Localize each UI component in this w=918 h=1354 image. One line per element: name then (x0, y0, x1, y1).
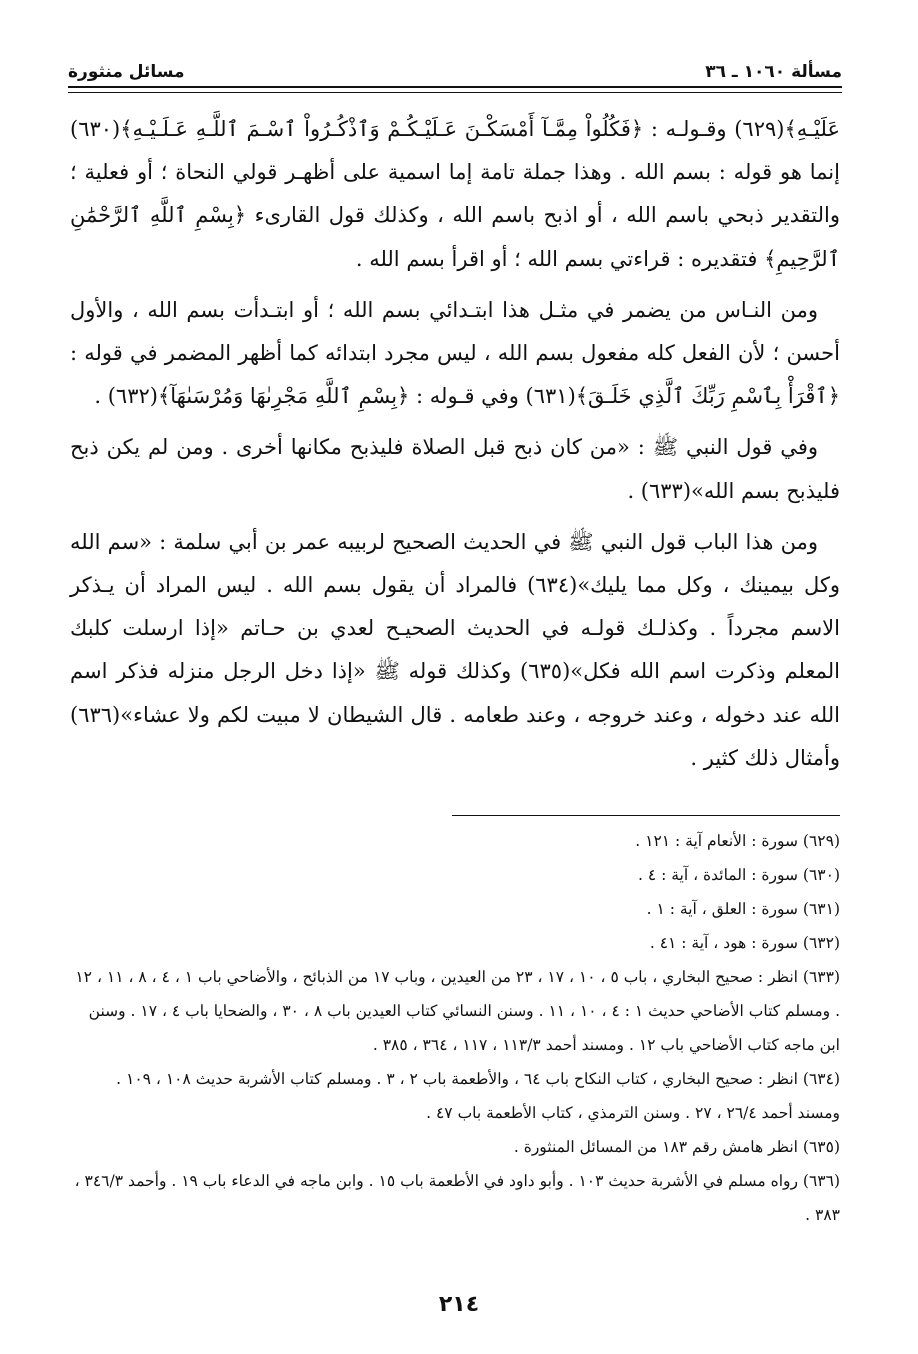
paragraph: ومن هذا الباب قول النبي ﷺ في الحديث الصحيح لربيبه عمر بن أبي سلمة : «سم الله وكل بيمينك ، وكل مما يليك»(٦٣٤) فالمراد أن يقول بسم الله . ليس المراد أن يـذكر الاسم مجرداً . وكذلـك قولـه في الحديث الصحيـح لعدي بن حـاتم «إذا ارسلت كلبك المعلم وذكرت اسم الله فكل»(٦٣٥) وكذلك قوله ﷺ «إذا دخل الرجل منزله فذكر اسم الله عند دخوله ، وعند خروجه ، وعند طعامه . قال الشيطان لا مبيت لكم ولا عشاء»(٦٣٦) وأمثال ذلك كثير . (70, 529, 840, 770)
footnote: (٦٣٢) سورة : هود ، آية : ٤١ . (649, 934, 840, 952)
footnote: (٦٣١) سورة : العلق ، آية : ١ . (646, 900, 840, 918)
footnote: (٦٣٣) انظر : صحيح البخاري ، باب ٥ ، ١٠ ، ١٧ ، ٢٣ من العيدين ، وباب ١٧ من الذبائح ، والأضاحي باب ١ ، ٤ ، ٨ ، ١١ ، ١٢ . ومسلم كتاب الأضاحي حديث ١ : ٤ ، ١٠ ، ١١ . وسنن النسائي كتاب العيدين باب ٨ ، ٣٠ ، والضحايا باب ٤ ، ١٧ . وسنن ابن ماجه كتاب الأضاحي باب ١٢ . ومسند أحمد ١١٣/٣ ، ١١٧ ، ٣٦٤ ، ٣٨٥ . (75, 968, 840, 1054)
header-rule (68, 86, 842, 93)
paragraph: ومن النـاس من يضمر في مثـل هذا ابتـدائي بسم الله ؛ أو ابتـدأت بسم الله ، والأول أحسن ؛ لأن الفعل كله مفعول بسم الله ، ليس مجرد ابتدائه كما أظهر المضمر في قوله : ﴿ٱقْرَأْ بِٱسْمِ رَبِّكَ ٱلَّذِي خَلَـقَ﴾(٦٣١) وفي قـوله : ﴿بِسْمِ ٱللَّهِ مَجْرِىٰهَا وَمُرْسَىٰهَآ﴾(٦٣٢) . (70, 297, 840, 409)
footnotes (70, 824, 840, 1232)
running-header (68, 52, 842, 82)
footnote: (٦٣٤) انظر : صحيح البخاري ، كتاب النكاح باب ٦٤ ، والأطعمة باب ٢ ، ٣ . ومسلم كتاب الأشربة حديث ١٠٨ ، ١٠٩ . ومسند أحمد ٢٦/٤ ، ٢٧ . وسنن الترمذي ، كتاب الأطعمة باب ٤٧ . (116, 1070, 840, 1122)
header-book-title: مسائل منثورة (68, 62, 185, 82)
footnote: (٦٣٦) رواه مسلم في الأشربة حديث ١٠٣ . وأبو داود في الأطعمة باب ١٥ . وابن ماجه في الدعاء باب ١٩ . وأحمد ٣٤٦/٣ ، ٣٨٣ . (74, 1172, 840, 1224)
footnote: (٦٣٥) انظر هامش رقم ١٨٣ من المسائل المنثورة . (513, 1138, 840, 1156)
header-issue-title: مسألة ١٠٦٠ ـ ٣٦ (705, 62, 842, 82)
paragraph: وفي قول النبي ﷺ : «من كان ذبح قبل الصلاة فليذبح مكانها أخرى . ومن لم يكن ذبح فليذبح بسم الله»(٦٣٣) . (70, 435, 840, 503)
main-text (70, 108, 840, 788)
footnote: (٦٣٠) سورة : المائدة ، آية : ٤ . (637, 866, 840, 884)
footnote: (٦٢٩) سورة : الأنعام آية : ١٢١ . (635, 832, 840, 850)
footnote-separator (452, 815, 840, 816)
page-number: ٢١٤ (438, 1292, 480, 1317)
paragraph: عَلَيْـهِ﴾(٦٢٩) وقـولـه : ﴿فَكُلُواْ مِمَّـآ أَمْسَكْـنَ عَـلَيْـكُـمْ وَٱذْكُـرُواْ ٱسْـمَ ٱللَّـهِ عَـلَـيْـهِ﴾(٦٣٠) إنما هو قوله : بسم الله . وهذا جملة تامة إما اسمية على أظهـر قولي النحاة ؛ أو فعلية ؛ والتقدير ذبحي باسم الله ، أو اذبح باسم الله ، وكذلك قول القارىء ﴿بِسْمِ ٱللَّهِ ٱلرَّحْمَٰنِ ٱلرَّحِيمِ﴾ فتقديره : قراءتي بسم الله ؛ أو اقرأ بسم الله . (70, 117, 840, 271)
